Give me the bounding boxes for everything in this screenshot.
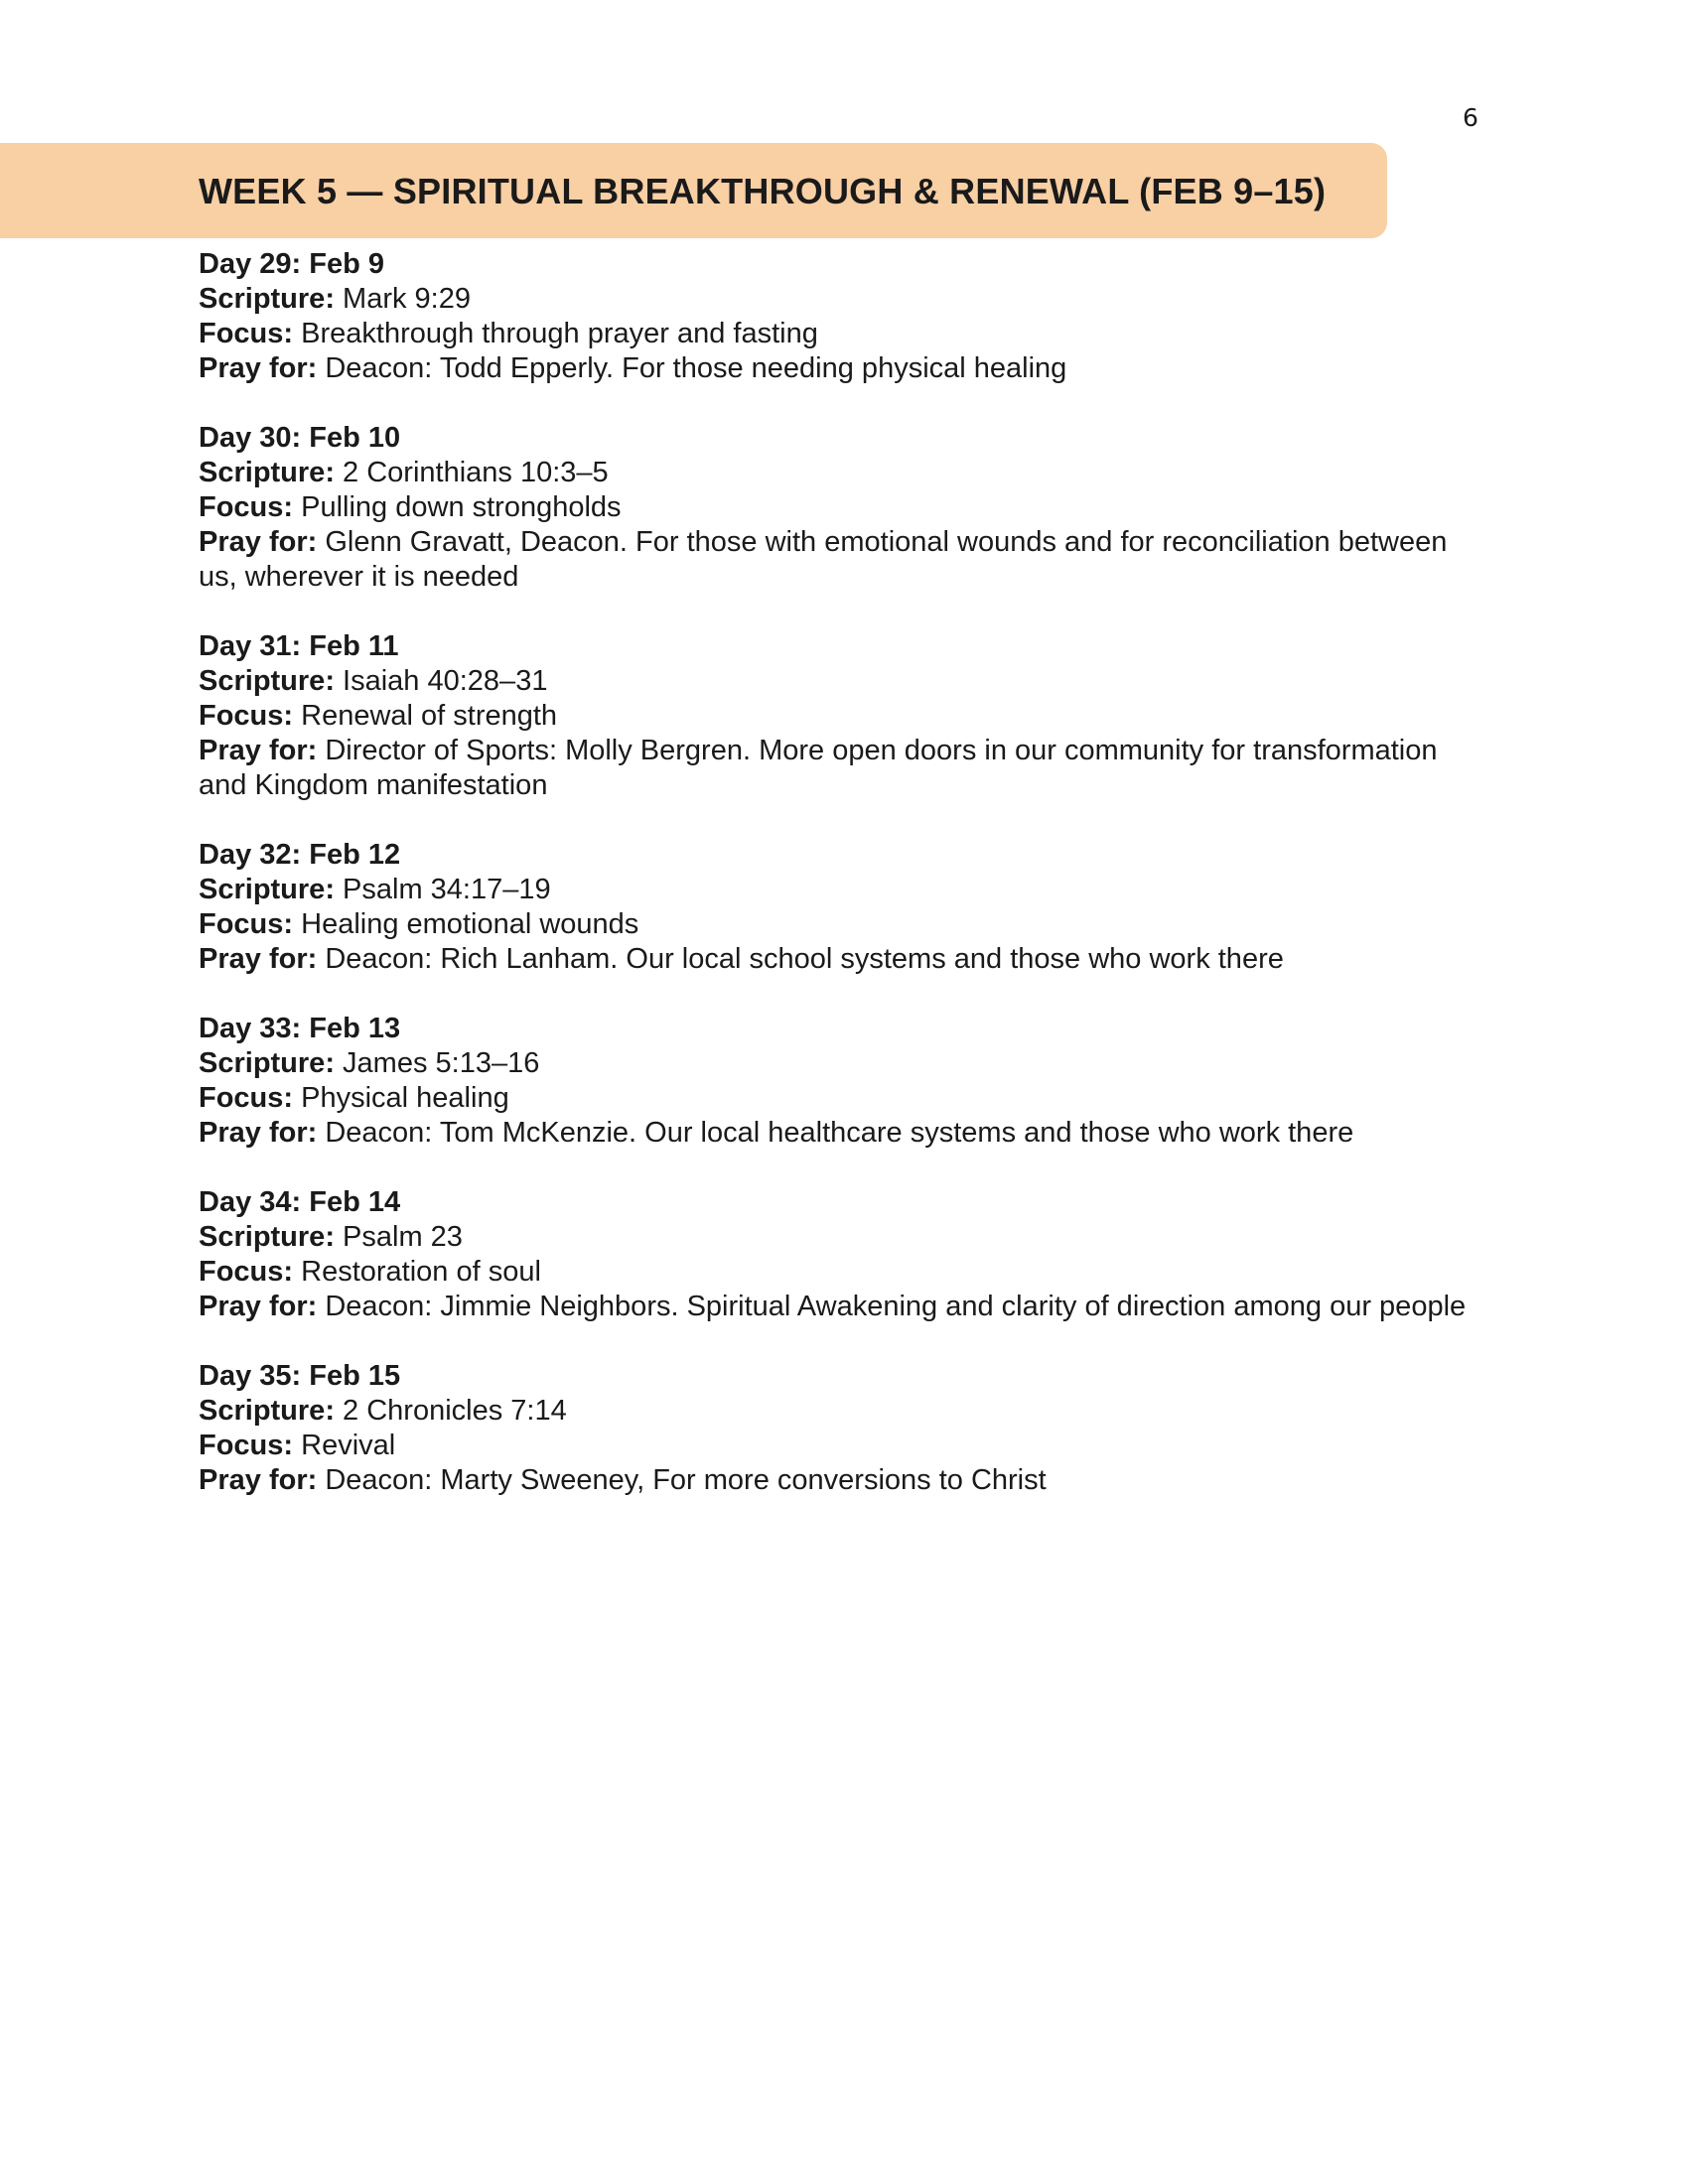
day-list	[199, 247, 1489, 1533]
focus-line	[199, 1255, 1489, 1290]
focus-label: Focus:	[199, 700, 294, 732]
focus-value: Healing emotional wounds	[301, 908, 639, 940]
pray-for-line	[199, 1290, 1489, 1324]
day-heading: Day 34: Feb 14	[199, 1186, 401, 1218]
scripture-line	[199, 1046, 1489, 1081]
focus-label: Focus:	[199, 1430, 294, 1461]
focus-value: Physical healing	[301, 1082, 509, 1114]
focus-label: Focus:	[199, 1082, 294, 1114]
focus-line	[199, 490, 1489, 525]
scripture-value: 2 Corinthians 10:3–5	[343, 457, 609, 488]
focus-line	[199, 907, 1489, 942]
day-heading: Day 30: Feb 10	[199, 422, 401, 454]
scripture-value: Psalm 34:17–19	[343, 874, 551, 905]
scripture-value: Isaiah 40:28–31	[343, 665, 548, 697]
day-heading: Day 31: Feb 11	[199, 630, 399, 662]
scripture-value: James 5:13–16	[343, 1047, 540, 1079]
scripture-line	[199, 664, 1489, 699]
week-title: WEEK 5 — SPIRITUAL BREAKTHROUGH & RENEWAL (FEB 9–15)	[199, 171, 1327, 211]
pray-for-label: Pray for:	[199, 735, 318, 766]
pray-for-value: Deacon: Tom McKenzie. Our local healthcare systems and those who work there	[325, 1117, 1354, 1149]
scripture-value: 2 Chronicles 7:14	[343, 1395, 567, 1427]
scripture-value: Mark 9:29	[343, 283, 471, 315]
day-heading: Day 32: Feb 12	[199, 839, 401, 871]
scripture-label: Scripture:	[199, 1221, 335, 1253]
focus-label: Focus:	[199, 318, 294, 349]
focus-label: Focus:	[199, 491, 294, 523]
scripture-label: Scripture:	[199, 457, 335, 488]
scripture-line	[199, 1394, 1489, 1429]
day-entry	[199, 1359, 1489, 1498]
focus-value: Restoration of soul	[301, 1256, 541, 1288]
page-number: 6	[1463, 103, 1478, 132]
focus-label: Focus:	[199, 908, 294, 940]
scripture-line	[199, 282, 1489, 317]
scripture-line	[199, 456, 1489, 490]
pray-for-label: Pray for:	[199, 1117, 318, 1149]
pray-for-value: Deacon: Jimmie Neighbors. Spiritual Awakening and clarity of direction among our people	[325, 1291, 1467, 1322]
day-entry	[199, 1012, 1489, 1151]
focus-line	[199, 1429, 1489, 1463]
day-heading: Day 33: Feb 13	[199, 1013, 401, 1044]
pray-for-value: Director of Sports: Molly Bergren. More open doors in our community for transformation and Kingdom manifestation	[199, 735, 1438, 801]
pray-for-value: Glenn Gravatt, Deacon. For those with emotional wounds and for reconciliation between us, wherever it is needed	[199, 526, 1448, 593]
pray-for-label: Pray for:	[199, 1291, 318, 1322]
scripture-label: Scripture:	[199, 874, 335, 905]
day-heading: Day 29: Feb 9	[199, 248, 384, 280]
focus-value: Revival	[301, 1430, 396, 1461]
pray-for-line	[199, 734, 1489, 803]
pray-for-line	[199, 1116, 1489, 1151]
pray-for-line	[199, 525, 1489, 595]
pray-for-label: Pray for:	[199, 352, 318, 384]
focus-value: Pulling down strongholds	[301, 491, 622, 523]
scripture-value: Psalm 23	[343, 1221, 463, 1253]
scripture-label: Scripture:	[199, 1395, 335, 1427]
scripture-label: Scripture:	[199, 665, 335, 697]
pray-for-line	[199, 942, 1489, 977]
scripture-label: Scripture:	[199, 1047, 335, 1079]
focus-value: Breakthrough through prayer and fasting	[301, 318, 818, 349]
day-entry	[199, 629, 1489, 803]
day-heading: Day 35: Feb 15	[199, 1360, 401, 1392]
focus-label: Focus:	[199, 1256, 294, 1288]
focus-line	[199, 1081, 1489, 1116]
day-entry	[199, 838, 1489, 977]
pray-for-label: Pray for:	[199, 1464, 318, 1496]
focus-value: Renewal of strength	[301, 700, 558, 732]
scripture-label: Scripture:	[199, 283, 335, 315]
pray-for-line	[199, 1463, 1489, 1498]
day-entry	[199, 1185, 1489, 1324]
day-entry	[199, 247, 1489, 386]
pray-for-value: Deacon: Marty Sweeney, For more conversions to Christ	[325, 1464, 1047, 1496]
pray-for-line	[199, 351, 1489, 386]
focus-line	[199, 317, 1489, 351]
day-entry	[199, 421, 1489, 595]
focus-line	[199, 699, 1489, 734]
pray-for-label: Pray for:	[199, 943, 318, 975]
pray-for-value: Deacon: Todd Epperly. For those needing physical healing	[325, 352, 1067, 384]
pray-for-value: Deacon: Rich Lanham. Our local school systems and those who work there	[325, 943, 1284, 975]
scripture-line	[199, 1220, 1489, 1255]
pray-for-label: Pray for:	[199, 526, 318, 558]
scripture-line	[199, 873, 1489, 907]
